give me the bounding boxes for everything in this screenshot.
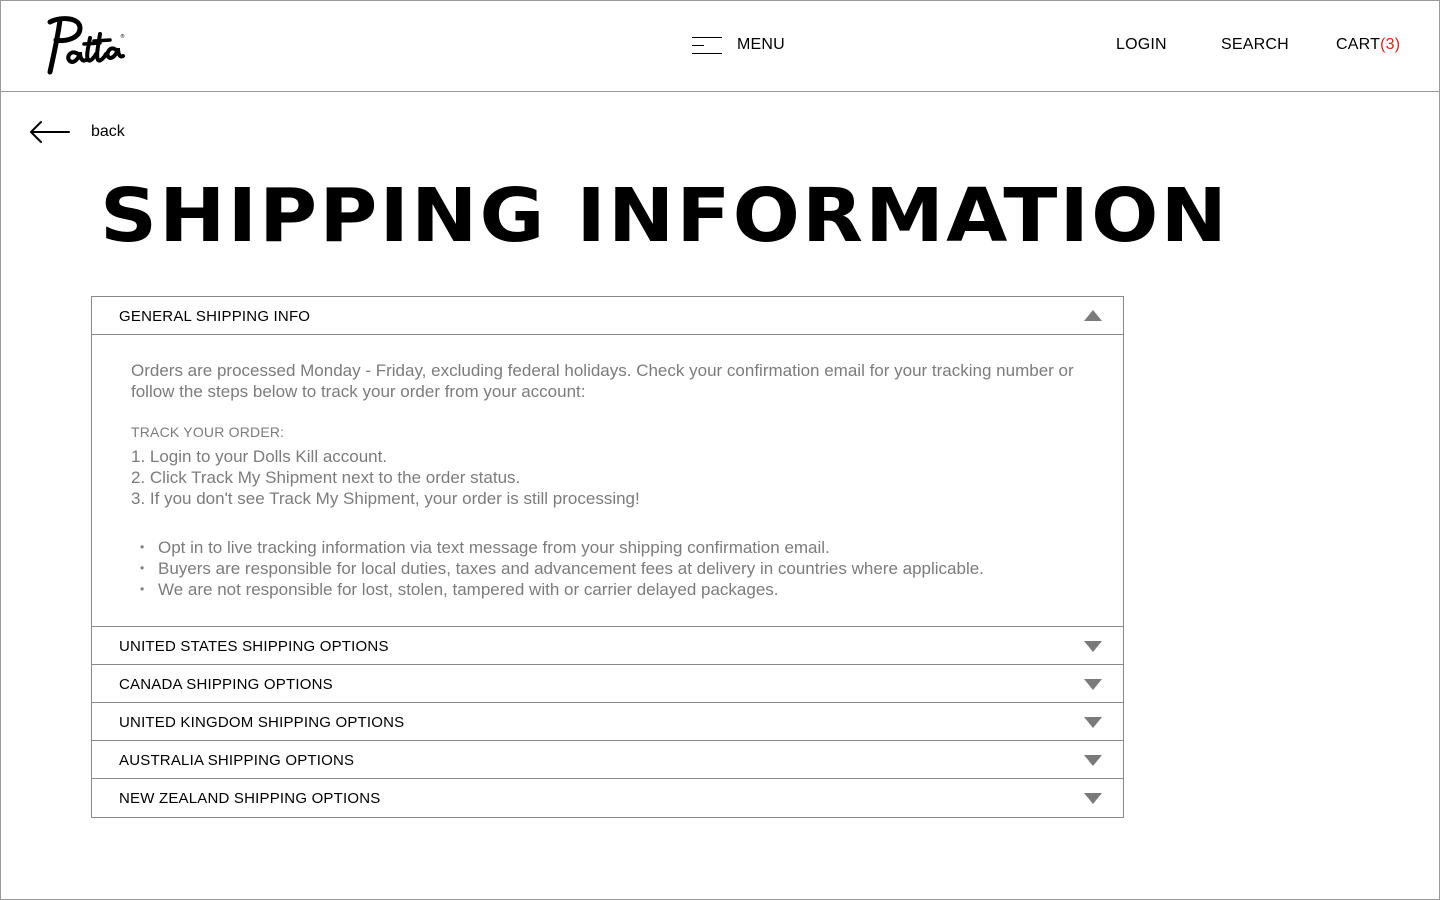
shipping-notes-list	[131, 537, 1085, 600]
track-step: 3. If you don't see Track My Shipment, your order is still processing!	[131, 489, 640, 508]
site-header	[0, 0, 1440, 92]
shipping-note: • Buyers are responsible for local duties, taxes and advancement fees at delivery in countries where applicable.	[131, 558, 1085, 579]
caret-down-icon	[1084, 641, 1102, 652]
accordion-title: AUSTRALIA SHIPPING OPTIONS	[119, 752, 355, 769]
caret-down-icon	[1084, 679, 1102, 690]
cart-count-badge: (3)	[1380, 36, 1401, 53]
back-link[interactable]	[28, 118, 125, 146]
general-intro-text: Orders are processed Monday - Friday, excluding federal holidays. Check your confirmation email for your tracking number or follow the steps below to track your order from your account:	[131, 361, 1074, 401]
shipping-accordion	[91, 296, 1124, 818]
accordion-header-canada[interactable]	[92, 665, 1123, 703]
accordion-header-united-kingdom[interactable]	[92, 703, 1123, 741]
track-steps-list	[131, 446, 1085, 509]
search-link[interactable]: SEARCH	[1221, 36, 1289, 53]
accordion-header-australia[interactable]	[92, 741, 1123, 779]
accordion-header-general[interactable]	[92, 297, 1123, 335]
accordion-header-new-zealand[interactable]	[92, 779, 1123, 817]
accordion-title: UNITED KINGDOM SHIPPING OPTIONS	[119, 714, 405, 731]
accordion-title: GENERAL SHIPPING INFO	[119, 308, 311, 325]
arrow-left-icon	[28, 118, 70, 146]
patta-logo[interactable]	[40, 14, 124, 76]
caret-down-icon	[1084, 793, 1102, 804]
menu-label: MENU	[737, 36, 785, 53]
accordion-title: NEW ZEALAND SHIPPING OPTIONS	[119, 790, 381, 807]
shipping-note: • Opt in to live tracking information via text message from your shipping confirmation email.	[131, 537, 1085, 558]
cart-link[interactable]	[1336, 36, 1400, 54]
caret-down-icon	[1084, 755, 1102, 766]
login-link[interactable]: LOGIN	[1116, 36, 1167, 53]
accordion-panel-general	[92, 335, 1123, 627]
cart-label: CART	[1336, 36, 1381, 53]
accordion-header-united-states[interactable]	[92, 627, 1123, 665]
menu-button[interactable]	[692, 34, 785, 56]
shipping-note: • We are not responsible for lost, stolen, tampered with or carrier delayed packages.	[131, 579, 1085, 600]
hamburger-icon	[692, 35, 722, 55]
caret-up-icon	[1084, 310, 1102, 321]
caret-down-icon	[1084, 717, 1102, 728]
page-title: SHIPPING INFORMATION	[100, 173, 1229, 259]
back-label: back	[91, 123, 125, 140]
track-order-heading: TRACK YOUR ORDER:	[131, 424, 285, 440]
track-step: 1. Login to your Dolls Kill account.	[131, 447, 388, 466]
accordion-title: CANADA SHIPPING OPTIONS	[119, 676, 333, 693]
track-step: 2. Click Track My Shipment next to the order status.	[131, 468, 521, 487]
registered-mark: ®	[120, 34, 125, 40]
accordion-title: UNITED STATES SHIPPING OPTIONS	[119, 638, 389, 655]
